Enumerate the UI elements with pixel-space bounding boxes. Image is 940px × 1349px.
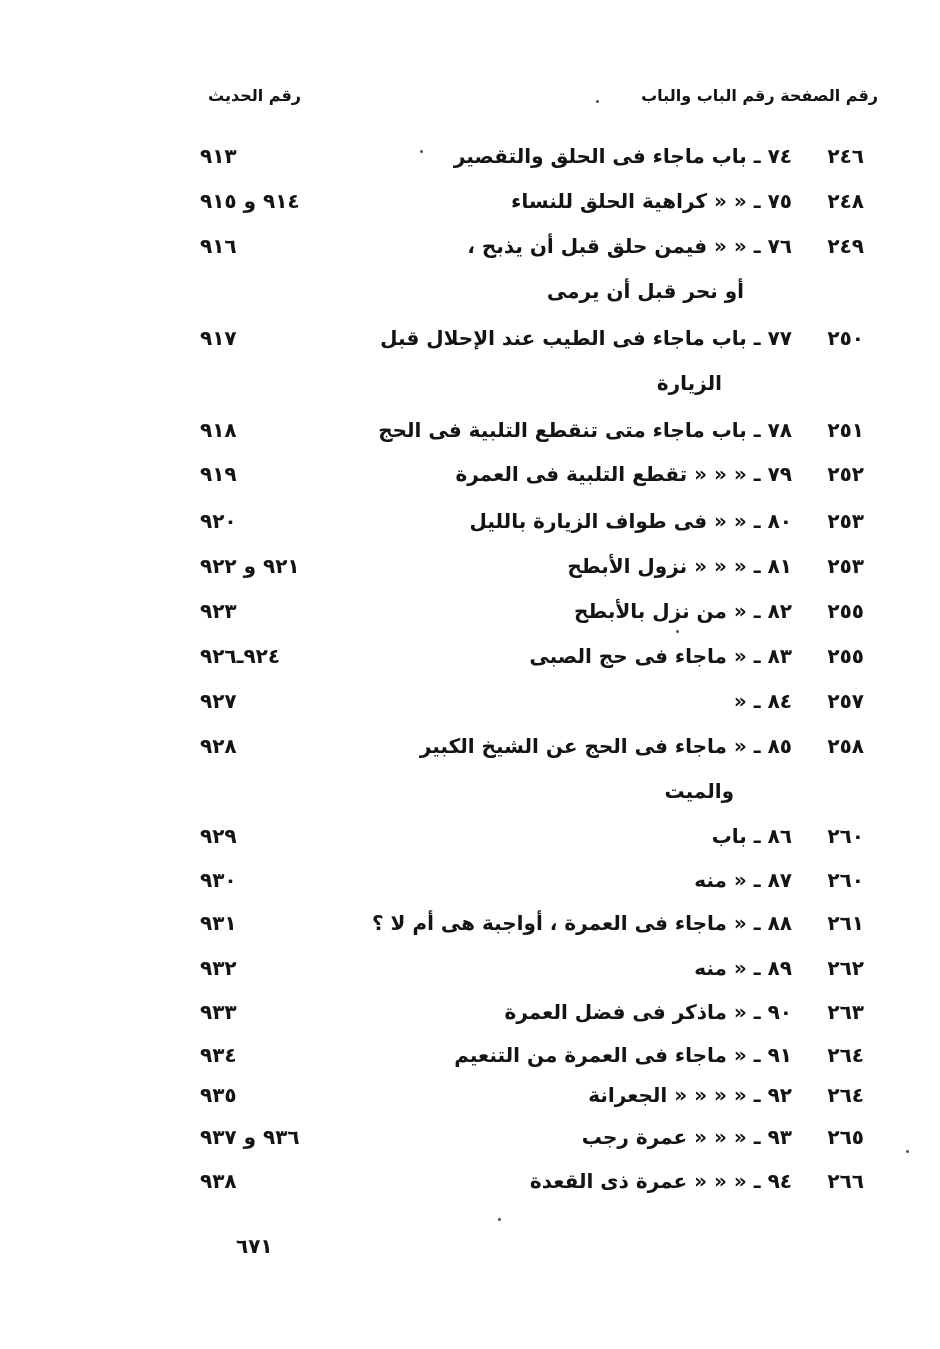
chapter-title: ٧٥ ـ « « كراهية الحلق للنساء xyxy=(511,189,792,213)
index-row xyxy=(0,1161,940,1201)
index-row xyxy=(0,591,940,631)
index-row xyxy=(0,1117,940,1157)
chapter-title-continuation: والميت xyxy=(664,779,734,803)
index-row xyxy=(0,226,940,266)
index-row xyxy=(0,992,940,1032)
page-footer-number: ٦٧١ xyxy=(236,1234,273,1258)
chapter-title-continuation: الزيارة xyxy=(656,371,722,395)
index-row xyxy=(0,501,940,541)
page-number: ٢٥٧ xyxy=(827,689,864,713)
chapter-title: ٨٣ ـ « ماجاء فى حج الصبى xyxy=(529,644,792,668)
index-row xyxy=(0,681,940,721)
page-number: ٢٥٠ xyxy=(827,326,864,350)
hadith-number: ٩١٧ xyxy=(200,326,237,350)
hadith-number: ٩٣٠ xyxy=(200,868,237,892)
chapter-title: ٨٢ ـ « من نزل بالأبطح xyxy=(574,599,792,623)
chapter-title: ٨٧ ـ « منه xyxy=(694,868,792,892)
chapter-title: ٨١ ـ « « « نزول الأبطح xyxy=(567,554,792,578)
index-row xyxy=(0,181,940,221)
page-number: ٢٦٤ xyxy=(827,1043,864,1067)
page-number: ٢٥٥ xyxy=(827,599,864,623)
chapter-title: ٩٠ ـ « ماذكر فى فضل العمرة xyxy=(504,1000,792,1024)
hadith-number: ٩٣٢ xyxy=(200,956,237,980)
chapter-title-continuation: أو نحر قبل أن يرمى xyxy=(546,279,744,303)
chapter-title: ٨٨ ـ « ماجاء فى العمرة ، أواجبة هى أم لا ؟ xyxy=(371,911,792,935)
hadith-number: ٩٣٨ xyxy=(200,1169,237,1193)
chapter-title: ٩٤ ـ « « « عمرة ذى القعدة xyxy=(529,1169,792,1193)
page-number: ٢٥٨ xyxy=(827,734,864,758)
index-row xyxy=(0,1035,940,1075)
scan-speck xyxy=(596,100,599,103)
hadith-number: ٩٢٤ـ٩٢٦ xyxy=(200,644,281,668)
page-number: ٢٤٦ xyxy=(827,144,864,168)
scan-speck xyxy=(906,1150,909,1153)
index-row xyxy=(0,1075,940,1115)
chapter-title: ٨٦ ـ باب xyxy=(711,824,792,848)
hadith-number: ٩٢٩ xyxy=(200,824,237,848)
index-row xyxy=(0,860,940,900)
chapter-title: ٧٩ ـ « « « تقطع التلبية فى العمرة xyxy=(455,462,792,486)
hadith-number: ٩٢١ و ٩٢٢ xyxy=(200,554,300,578)
hadith-number: ٩٣١ xyxy=(200,911,237,935)
chapter-title: ٨٩ ـ « منه xyxy=(694,956,792,980)
hadith-number: ٩١٩ xyxy=(200,462,237,486)
page-number: ٢٦١ xyxy=(827,911,864,935)
page-number: ٢٥٣ xyxy=(827,554,864,578)
page-number: ٢٥٥ xyxy=(827,644,864,668)
index-row xyxy=(0,454,940,494)
page-number: ٢٥١ xyxy=(827,418,864,442)
hadith-number: ٩١٦ xyxy=(200,234,237,258)
chapter-title: ٧٦ ـ « « فيمن حلق قبل أن يذبح ، xyxy=(467,234,792,258)
page-number: ٢٦٠ xyxy=(827,824,864,848)
hadith-number: ٩١٨ xyxy=(200,418,237,442)
chapter-title: ٧٤ ـ باب ماجاء فى الحلق والتقصير xyxy=(453,144,792,168)
chapter-title: ٩٢ ـ « « « « الجعرانة xyxy=(588,1083,792,1107)
index-row xyxy=(0,903,940,943)
chapter-title: ٩١ ـ « ماجاء فى العمرة من التنعيم xyxy=(454,1043,792,1067)
chapter-title: ٨٥ ـ « ماجاء فى الحج عن الشيخ الكبير xyxy=(419,734,792,758)
hadith-number: ٩٢٧ xyxy=(200,689,237,713)
page-number: ٢٦٤ xyxy=(827,1083,864,1107)
hadith-number: ٩٢٠ xyxy=(200,509,237,533)
chapter-title: ٨٤ ـ « xyxy=(733,689,792,713)
header-hadith-number: رقم الحديث xyxy=(208,86,302,105)
chapter-title: ٧٧ ـ باب ماجاء فى الطيب عند الإحلال قبل xyxy=(380,326,792,350)
index-row xyxy=(0,636,940,676)
page-number: ٢٤٩ xyxy=(827,234,864,258)
page-number: ٢٥٢ xyxy=(827,462,864,486)
hadith-number: ٩١٣ xyxy=(200,144,237,168)
hadith-number: ٩٣٦ و ٩٣٧ xyxy=(200,1125,300,1149)
hadith-number: ٩٢٣ xyxy=(200,599,237,623)
index-row xyxy=(0,546,940,586)
page-number: ٢٥٣ xyxy=(827,509,864,533)
index-row xyxy=(0,726,940,766)
index-row xyxy=(0,318,940,358)
index-row xyxy=(0,948,940,988)
page-number: ٢٦٣ xyxy=(827,1000,864,1024)
page-number: ٢٦٢ xyxy=(827,956,864,980)
hadith-number: ٩١٤ و ٩١٥ xyxy=(200,189,300,213)
hadith-number: ٩٣٣ xyxy=(200,1000,237,1024)
scan-speck xyxy=(498,1218,501,1221)
page-number: ٢٦٠ xyxy=(827,868,864,892)
hadith-number: ٩٣٤ xyxy=(200,1043,237,1067)
index-row xyxy=(0,136,940,176)
index-row xyxy=(0,816,940,856)
chapter-title: ٨٠ ـ « « فى طواف الزيارة بالليل xyxy=(469,509,792,533)
hadith-number: ٩٢٨ xyxy=(200,734,237,758)
scan-speck xyxy=(676,630,679,633)
page-number: ٢٦٥ xyxy=(827,1125,864,1149)
hadith-number: ٩٣٥ xyxy=(200,1083,237,1107)
page-number: ٢٤٨ xyxy=(827,189,864,213)
scan-speck xyxy=(420,150,423,153)
chapter-title: ٧٨ ـ باب ماجاء متى تنقطع التلبية فى الحج xyxy=(378,418,792,442)
header-page-and-chapter: رقم الصفحة رقم الباب والباب xyxy=(641,86,878,105)
page-number: ٢٦٦ xyxy=(827,1169,864,1193)
index-row xyxy=(0,410,940,450)
chapter-title: ٩٣ ـ « « « عمرة رجب xyxy=(581,1125,792,1149)
